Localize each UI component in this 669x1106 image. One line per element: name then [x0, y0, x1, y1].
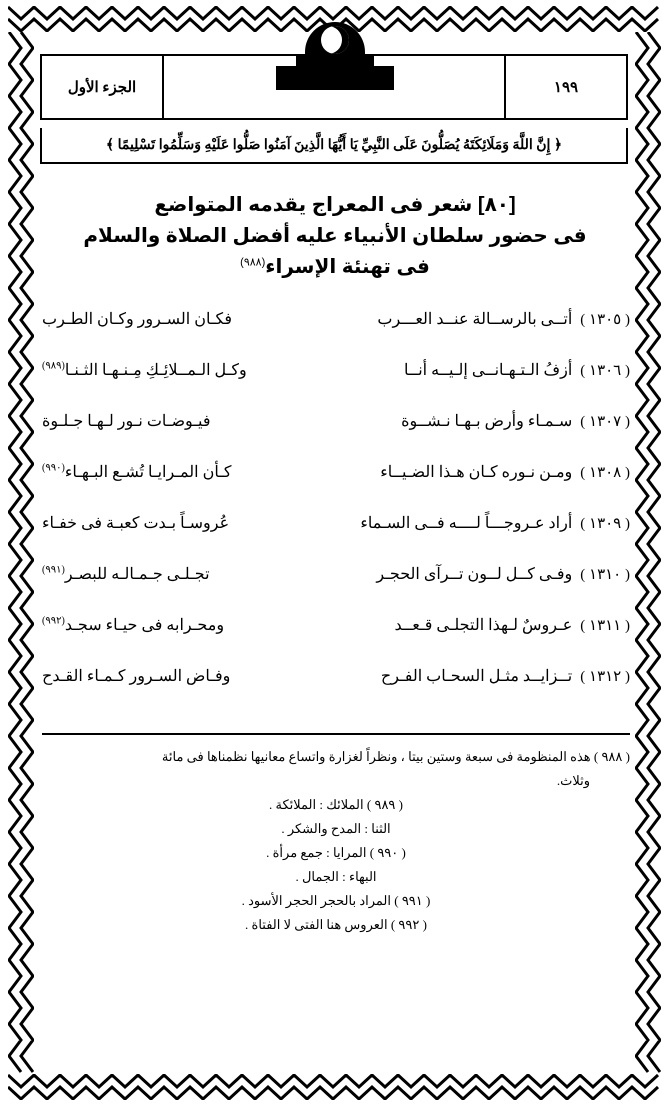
verse-row: [42, 462, 630, 513]
verse-second-text: كـأن المـرايـا تُشـع البـهـاء: [64, 464, 232, 481]
verse-row: [42, 309, 630, 360]
poem-body: [42, 309, 630, 717]
verse-footnote-marker: (٩٩٠): [42, 462, 65, 474]
zigzag-pattern-icon: [8, 1074, 661, 1100]
verse-number: ( ١٣٠٥ ): [580, 312, 630, 328]
title-line-3-text: فى تهنئة الإسراء: [265, 256, 430, 278]
quran-verse-text: ﴿ إِنَّ اللَّهَ وَمَلَائِكَتَهُ يُصَلُّونَ عَلَى النَّبِيِّ يَا أَيُّهَا الَّذِينَ آمَنُوا صَلُّوا عَلَيْهِ وَسَلِّمُوا تَسْلِيمًا ﴾: [105, 137, 563, 153]
verse-second-text: وكـل الـمــلائِـكِ مِـنـهـا الثـنـا: [64, 362, 247, 379]
verse-second-hemistich: [42, 564, 312, 584]
footnote-line: ( ٩٩٢ ) العروس هنا الفتى لا الفتاة .: [245, 917, 427, 933]
verse-second-hemistich: [42, 411, 312, 431]
title-line-3: [40, 252, 630, 283]
verse-first-text: أتــى بالرســالة عنــد العـــرب: [377, 311, 573, 328]
part-label: الجزء الأول: [42, 56, 164, 118]
verse-footnote-marker: (٩٩٢): [42, 615, 65, 627]
footnote-line: ( ٩٨٩ ) الملائك : الملائكة .: [268, 797, 404, 813]
verse-row: [42, 411, 630, 462]
verse-second-hemistich: [42, 309, 312, 329]
verse-second-text: تجـلـى جـمـالـه للبصـر: [64, 566, 210, 583]
footnote-separator: [42, 733, 630, 735]
page-header: [40, 32, 630, 164]
verse-first-text: تــزايــد مثـل السحـاب الفـرح: [380, 668, 573, 685]
verse-first-text: وفـى كــل لــون تــرآى الحجـر: [376, 566, 573, 583]
verse-first-hemistich: [330, 462, 630, 482]
verse-first-hemistich: [330, 411, 630, 431]
verse-number: ( ١٣٠٩ ): [580, 516, 630, 532]
verse-number: ( ١٣٠٦ ): [580, 363, 630, 379]
footnote-line: وثلاث.: [556, 773, 590, 789]
verse-first-hemistich: [330, 513, 630, 533]
footnote-line: ( ٩٩٠ ) المرايا : جمع مرأة .: [266, 845, 406, 861]
title-line-1: [٨٠] شعر فى المعراج يقدمه المتواضع: [154, 194, 516, 216]
verse-row: [42, 564, 630, 615]
verse-second-text: عُروسـاً بـدت كعبـة فى خفـاء: [42, 515, 230, 532]
footnote-line: ( ٩٩١ ) المراد بالحجر الحجر الأسود .: [241, 893, 431, 909]
verse-row: [42, 360, 630, 411]
verse-second-hemistich: [42, 615, 312, 635]
verse-number: ( ١٣١٢ ): [580, 669, 630, 685]
verse-second-text: فكـان السـرور وكـان الطـرب: [42, 311, 233, 328]
page-number: ١٩٩: [504, 56, 626, 118]
verse-first-hemistich: [330, 564, 630, 584]
verse-second-text: ومحـرابه فى حيـاء سجـد: [64, 617, 225, 634]
verse-first-text: سـمـاء وأرض بـهـا نـشــوة: [401, 413, 573, 430]
footnote-line: الثنا : المدح والشكر .: [281, 821, 391, 837]
verse-first-text: أزفُ الـتـهـانــى إلـيــه أنــا: [403, 362, 573, 379]
quran-verse-band: [40, 128, 628, 164]
verse-second-hemistich: [42, 666, 312, 686]
page-content: [40, 32, 630, 1072]
verse-first-hemistich: [330, 360, 630, 380]
verse-first-hemistich: [330, 666, 630, 686]
decorative-border-left: [8, 32, 34, 1074]
decorative-border-bottom: [8, 1074, 661, 1100]
verse-second-text: فيـوضـات نـور لـهـا جـلـوة: [42, 413, 211, 430]
verse-first-text: ومـن نـوره كـان هـذا الضـيــاء: [380, 464, 573, 481]
verse-second-hemistich: [42, 462, 312, 482]
footnote-line: البهاء : الجمال .: [295, 869, 377, 885]
verse-row: [42, 615, 630, 666]
footnotes-block: [42, 745, 630, 937]
zigzag-pattern-icon: [8, 32, 34, 1074]
crescent-moon-icon: [321, 26, 349, 54]
verse-first-text: عـروسٌ لـهذا التجلـى قـعــد: [394, 617, 573, 634]
verse-number: ( ١٣١١ ): [580, 618, 630, 634]
footnote-line: ( ٩٨٨ ) هذه المنظومة فى سبعة وستين بيتا ، ونظراً لغزارة واتساع معانيها نظمناها فى مائة: [161, 749, 630, 764]
verse-second-hemistich: [42, 360, 312, 380]
verse-row: [42, 666, 630, 717]
zigzag-pattern-icon: [635, 32, 661, 1074]
verse-first-text: أراد عـروجـــاً لــــه فــى السـماء: [360, 515, 573, 532]
verse-footnote-marker: (٩٨٩): [42, 360, 65, 372]
page-title: [40, 190, 630, 283]
verse-row: [42, 513, 630, 564]
title-line-2: فى حضور سلطان الأنبياء عليه أفضل الصلاة والسلام: [83, 225, 587, 247]
verse-footnote-marker: (٩٩١): [42, 564, 65, 576]
verse-first-hemistich: [330, 309, 630, 329]
decorative-border-right: [635, 32, 661, 1074]
verse-second-hemistich: [42, 513, 312, 533]
verse-number: ( ١٣١٠ ): [580, 567, 630, 583]
title-footnote-marker: (٩٨٨): [240, 256, 266, 269]
header-box: [40, 54, 628, 120]
verse-second-text: وفـاض السـرور كـمـاء القـدح: [42, 668, 231, 685]
verse-number: ( ١٣٠٨ ): [580, 465, 630, 481]
verse-first-hemistich: [330, 615, 630, 635]
verse-number: ( ١٣٠٧ ): [580, 414, 630, 430]
